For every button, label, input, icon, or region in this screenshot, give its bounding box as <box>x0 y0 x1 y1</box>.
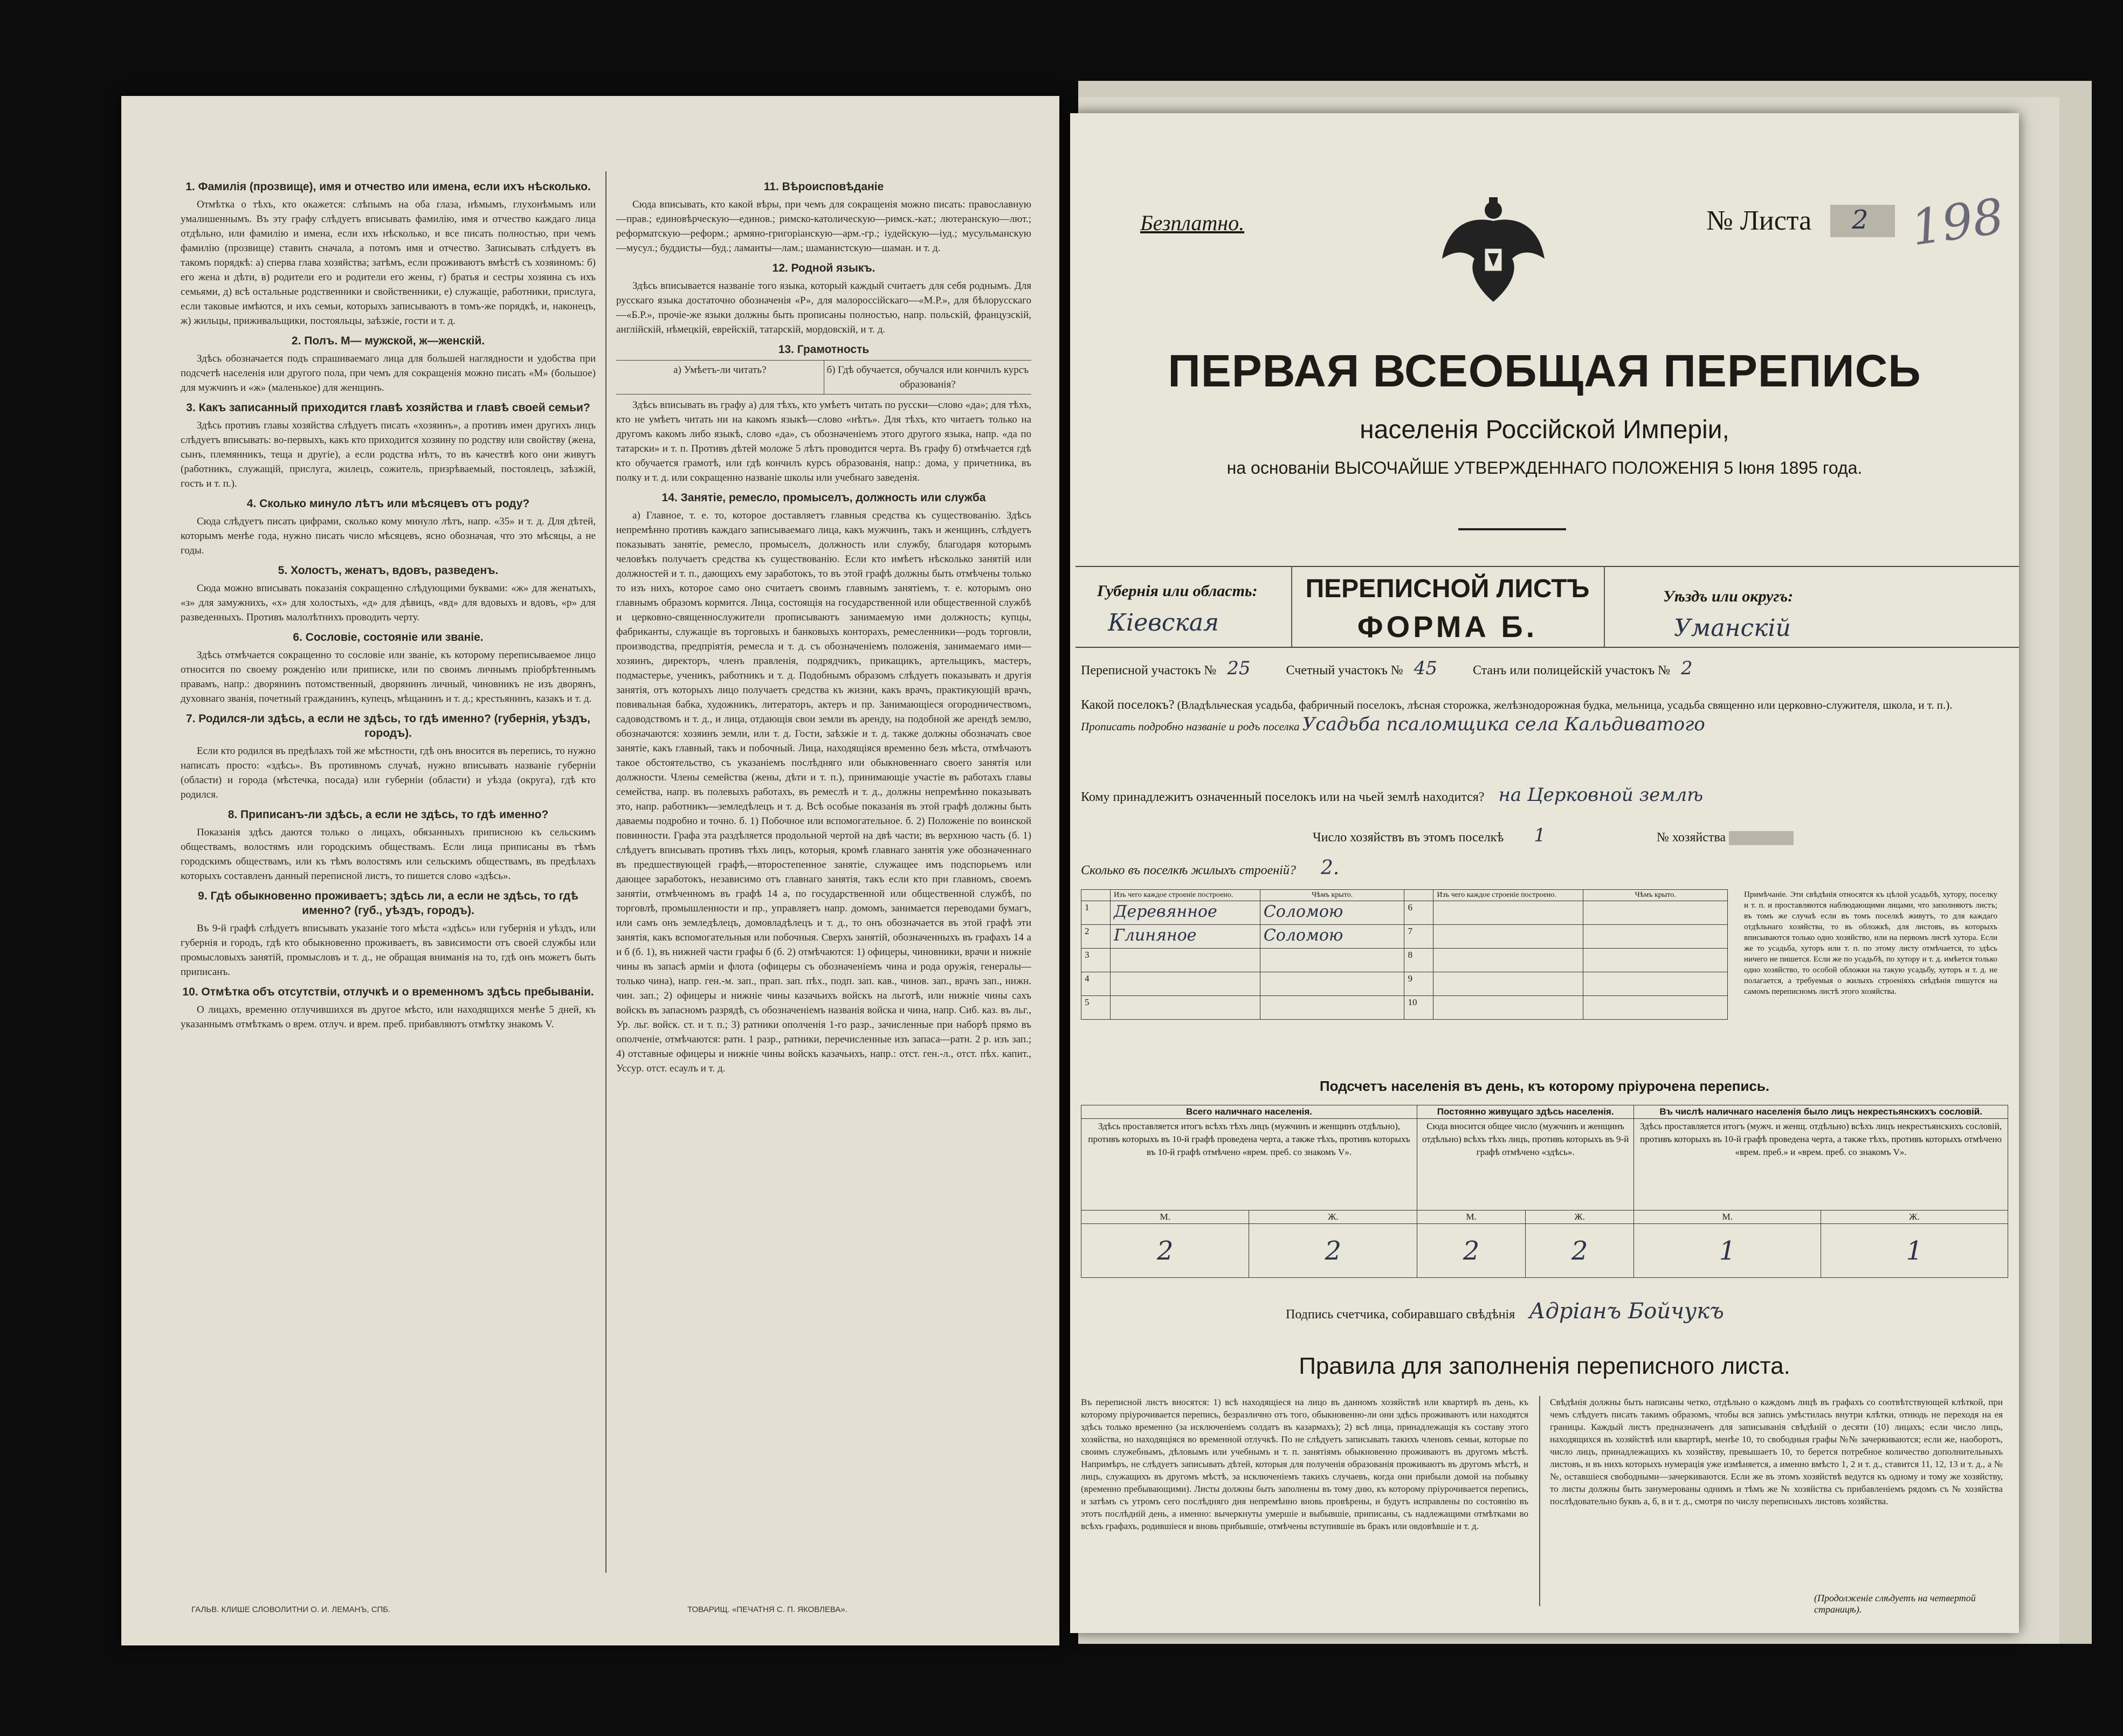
count-col-resident-text: Сюда вносится общее число (мужчинъ и женщинъ отдѣльно) всѣхъ тѣхъ лицъ, противъ которыхъ въ 9-й графѣ отмѣчено «здѣсь». <box>1417 1119 1634 1211</box>
title-rule <box>1458 528 1566 530</box>
form-subtitle: ФОРМА Б. <box>1357 610 1538 644</box>
household-number-box <box>1729 831 1794 845</box>
document-basis: на основаніи ВЫСОЧАЙШЕ УТВЕРЖДЕННАГО ПОЛОЖЕНІЯ 5 Іюня 1895 года. <box>1226 458 1863 478</box>
left-page <box>121 96 1059 1645</box>
census-district-value: 25 <box>1227 658 1251 679</box>
section-heading: 7. Родился-ли здѣсь, а если не здѣсь, то гдѣ именно? (губернія, уѣздъ, городъ). <box>185 713 591 739</box>
province-label: Губернія или область: <box>1097 582 1258 600</box>
settlement-prompt: Прописать подробно названіе и родъ поселка <box>1081 720 1300 733</box>
roof-cell: Соломою <box>1260 901 1404 925</box>
households-value: 1 <box>1534 825 1546 846</box>
households-row <box>1313 825 1794 846</box>
rules-title: Правила для заполненія переписного листа. <box>1299 1353 1790 1379</box>
section-heading: 9. Гдѣ обыкновенно проживаетъ; здѣсь ли, а если не здѣсь, то гдѣ именно? (губ., уѣздъ, городъ). <box>198 890 578 917</box>
count-cell: 2 <box>1081 1224 1249 1278</box>
section-body: О лицахъ, временно отлучившихся въ другое мѣсто, или находящихся менѣе 5 дней, къ указаннымъ отмѣткамъ о врем. отлуч. и врем. преб. прибавляютъ отмѣтку знакомъ V. <box>181 1004 596 1030</box>
owner-value: на Церковной землѣ <box>1498 784 1704 806</box>
population-count-table <box>1081 1105 2008 1278</box>
section-body: Показанія здѣсь даются только о лицахъ, обязанныхъ приписною къ сельскимъ обществамъ, волостямъ или городскимъ обществамъ. Если лица приписаны въ тѣмъ городскимъ обществамъ, или къ тѣмъ волостямъ или сельскимъ обществамъ, въ предѣлахъ которыхъ составленъ данный переписной листъ, то пишется слово «здѣсь». <box>181 827 596 882</box>
column-divider <box>1539 1396 1540 1606</box>
section-heading: 2. Полъ. М— мужской, ж—женскій. <box>291 335 485 347</box>
province-value: Кіевская <box>1108 609 1219 637</box>
section-body: Сюда слѣдуетъ писать цифрами, сколько кому минуло лѣтъ, напр. «35» и т. д. Для дѣтей, которымъ менѣе года, нужно писать число мѣсяцевъ, ясно обозначая, что это мѣсяцы, а не годы. <box>181 516 596 556</box>
section-heading: 11. Вѣроисповѣданіе <box>763 181 884 193</box>
section-body: Сюда можно вписывать показанія сокращенно слѣдующими буквами: «ж» для женатыхъ, «з» для замужнихъ, «х» для холостыхъ, «д» для дѣвицъ, «вд» для вдовыхъ и вдовъ, «р» для разведенныхъ. Противъ малолѣтнихъ проводить черту. <box>181 583 596 623</box>
section-heading: 4. Сколько минуло лѣтъ или мѣсяцевъ отъ роду? <box>246 497 530 510</box>
left-column-2 <box>616 174 1031 1575</box>
counting-district-label: Счетный участокъ № <box>1286 663 1403 677</box>
signature-value: Адріанъ Бойчукъ <box>1529 1299 1724 1324</box>
literacy-body: Здѣсь вписывать въ графу а) для тѣхъ, кто умѣетъ читать по русски—слово «да»; для тѣхъ, кто не умѣетъ читать ни на какомъ языкѣ—слово «нѣтъ». Для тѣхъ, кто читаетъ только на другомъ какомъ либо языкѣ, слово «да», съ обозначеніемъ этого другого языка, напр. «да по татарски» и т. п. Противъ дѣтей моложе 5 лѣтъ проводится черта. Въ графу б) отмѣчается гдѣ кто обучается грамотѣ, или гдѣ кончилъ курсъ образованія, напр.: дома, у причетника, въ полку и т. д. или сокращенно названіе школы или учебнаго заведенія. <box>616 399 1031 483</box>
row-number: 7 <box>1404 925 1433 949</box>
free-label: Безплатно. <box>1140 211 1245 235</box>
row-number: 6 <box>1404 901 1433 925</box>
signature-label: Подпись счетчика, собиравшаго свѣдѣнія <box>1286 1308 1515 1322</box>
section-heading: 6. Сословіе, состояніе или званіе. <box>293 631 484 644</box>
table-row <box>1081 949 1728 972</box>
footer-left: ГАЛЬВ. КЛИШЕ СЛОВОЛИТНИ О. И. ЛЕМАНЪ, СПБ. <box>191 1605 391 1614</box>
row-number: 4 <box>1081 972 1111 996</box>
section-body: Если кто родился въ предѣлахъ той же мѣстности, гдѣ онъ вносится въ перепись, то нужно написать просто: «здѣсь». Въ противномъ случаѣ, нужно вписывать названіе губерніи (области) и города (мѣстечка, посада) или губерніи (области) и уѣзда (округа), гдѣ кто родился. <box>181 745 596 800</box>
buildings-note: Примѣчаніе. Эти свѣдѣнія относятся къ цѣлой усадьбѣ, хутору, поселку и т. п. и проставляются наблюдающими лицами, что заполняютъ листъ; въ томъ же случаѣ если въ томъ поселкѣ живутъ, то для каждаго отдѣльнаго хозяйства, то въ обложкѣ, для листовъ, въ которыхъ вписываются только одно хозяйство, или на первомъ листѣ хутора. Если же то усадьба, хуторъ или т. п. по этому листу отмѣчается, то здѣсь ничего не пишется. Если же по усадьбѣ, по хутору и т. д. имѣется только одно хозяйство, то особой обложки на такую усадьбу, хуторъ и т. д. не полагается, а требуемыя о жилыхъ строеніяхъ свѣдѣнія пишутся на самомъ переписномъ листѣ этого хозяйства. <box>1744 890 1997 996</box>
table-row <box>1081 996 1728 1020</box>
row-number: 3 <box>1081 949 1111 972</box>
sheet-number-value: 2 <box>1852 205 1869 235</box>
owner-label: Кому принадлежитъ означенный поселокъ или на чьей землѣ находится? <box>1081 790 1485 804</box>
buildings-col-roof: Чѣмъ крыто. <box>1260 890 1404 901</box>
district-value: Уманскій <box>1674 614 1791 642</box>
settlement-value: Усадьба псаломщика села Кальдиватого <box>1302 714 1705 735</box>
count-cell: 1 <box>1821 1224 2008 1278</box>
roof-cell: Соломою <box>1260 925 1404 949</box>
counting-district-value: 45 <box>1414 658 1437 679</box>
census-district-row <box>1081 658 1693 679</box>
row-number: 9 <box>1404 972 1433 996</box>
section-heading: 8. Приписанъ-ли здѣсь, а если не здѣсь, то гдѣ именно? <box>228 808 549 821</box>
buildings-col-material: Изъ чего каждое строеніе построено. <box>1110 890 1260 901</box>
document-title: ПЕРВАЯ ВСЕОБЩАЯ ПЕРЕПИСЬ <box>1168 345 1921 396</box>
header-divider <box>1604 566 1605 647</box>
owner-row <box>1081 784 1703 806</box>
row-number: 1 <box>1081 901 1111 925</box>
count-cell: 2 <box>1526 1224 1634 1278</box>
double-headed-eagle-icon <box>1437 194 1550 313</box>
table-row <box>1081 925 1728 949</box>
section-heading: 12. Родной языкъ. <box>772 262 876 274</box>
row-number: 2 <box>1081 925 1111 949</box>
male-label: М. <box>1417 1211 1526 1224</box>
header-rule <box>1076 566 2019 567</box>
section-heading: 1. Фамилія (прозвище), имя и отчество или имена, если ихъ нѣсколько. <box>185 181 591 193</box>
section-body: а) Главное, т. е. то, которое доставляетъ главныя средства къ существованію. Здѣсь непремѣнно противъ каждаго записываемаго лица, какъ мужчинъ, такъ и женщинъ, слѣдуетъ показывать занятіе, ремесло, промыселъ, должность или службу, благодаря которымъ человѣкъ получаетъ средства къ существованію. Если кто имѣетъ нѣсколько занятій или должностей и т. п., дающихъ ему заработокъ, то въ этой графѣ должны быть отмѣчены только то изъ нихъ, которое само оно считаетъ своимъ главнымъ занятіемъ, т. е. которымъ оно главнымъ образомъ кормится. Лица, состоящія на государственной или общественной службѣ и церковно-священнослужители прописываютъ занимаемую ими должность; купцы, фабриканты, служащіе въ торговыхъ и банковыхъ конторахъ, ремесленники—родъ торговли, производства, предпріятія, ремесла и т. д. съ обозначеніемъ положенія, занимаемаго ими—хозяинъ, директоръ, членъ правленія, подрядчикъ, прикащикъ, артельщикъ, мастеръ, подмастерье, ученикъ, работникъ и т. д. Подобнымъ образомъ слѣдуетъ показывать и другія занятія, отъ которыхъ лицо получаетъ средства къ жизни, какъ врачъ, практикующій врачъ, повивальная бабка, художникъ, литераторъ, актеръ и пр. Занимающіеся огородничествомъ, садоводствомъ и т. д., и лица, отдающія свои земли въ аренду, на подобной же арендѣ землю, обозначаются: хозяинъ земли, или т. д. Гости, заѣзжіе и т. д. также должны обозначать свое занятіе, какъ главный, такъ и побочный. Лица, находящіяся временно безъ мѣста, отмѣчаютъ такое обстоятельство, съ указаніемъ послѣдняго или обыкновеннаго своего занятія или должности. Члены семейства (жены, дѣти и т. п.), принимающіе участіе въ работахъ главы семейства, напр. въ полевыхъ работахъ, въ ремеслѣ и т. д., должны непремѣнно показывать это, напр. работникъ—земледѣлецъ и т. д. Всѣ особые показанія въ этой графѣ должны быть даваемы подробно и точно. б. 1) Побочное или вспомогательное. б. 2) Положеніе по воинской повинности. Графа эта раздѣляется продольной чертой на двѣ части; въ верхнюю часть (б. 1) слѣдуетъ вписывать противъ тѣхъ лицъ, которыя, кромѣ главнаго занятія уже обозначеннаго въ предшествующей графѣ,—второстепенное занятіе, служащее имъ подспорьемъ или дающее заработокъ, независимо отъ главнаго занятія, такъ если кто при главномъ, своемъ занятіи, отмѣченномъ въ графѣ 14 а, по государственной или общественной службѣ, по торговлѣ, промышленности и пр., управляетъ напр. домомъ, занимается переводами бумагъ, или самъ онъ земледѣлецъ, домовладѣлецъ и т. д., то онъ обозначается въ этой графѣ эти занятія, какъ вспомогательныя или побочныя. Сверхъ занятій, обозначенныхъ въ графахъ 14 а и б (б. 1), въ нижней части графы б (б. 2) отмѣчаются: 1) офицеры, чиновники, врачи и нижніе чины въ запасѣ арміи и флота (офицеры съ обозначеніемъ чина и рода оружія, генералы—только чина), напр. ген.-м. зап., прап. зап. пѣх., подп. зап. кав., чинов. зап., врачъ зап., нижн. чин. зап.; 2) офицеры и нижніе чины казачьихъ войскъ на льготѣ, или нижніе чины сахъ войскъ въ запасномъ разрядѣ, съ обозначеніемъ названія войска и чина, напр. Сиб. каз. въ льг., Ур. льг. войск. ст. и т. п.; 3) ратники ополченія 1-го разр., зачисленные при наборѣ прямо въ ополченіе, отмѣчаются: ратн. 1 разр., ратники, перечисленные изъ запаса—ратн. 2 р. изъ зап.; 4) отставные офицеры и нижніе чины войскъ казачьихъ, напр.: отст. ген.-л., отст. пѣх. капит., Уссур. отст. есаулъ и т. д. <box>616 510 1031 1074</box>
table-row <box>1081 972 1728 996</box>
female-label: Ж. <box>1249 1211 1417 1224</box>
female-label: Ж. <box>1526 1211 1634 1224</box>
census-district-label: Переписной участокъ № <box>1081 663 1217 677</box>
material-cell: Глиняное <box>1110 925 1260 949</box>
district-label: Уѣздъ или округъ: <box>1663 587 1794 605</box>
margin-number: 198 <box>1907 188 2008 257</box>
count-title: Подсчетъ населенія въ день, къ которому пріурочена перепись. <box>1319 1078 1770 1094</box>
households-label: Число хозяйствъ въ этомъ поселкѣ <box>1313 831 1504 845</box>
section-heading: 5. Холостъ, женатъ, вдовъ, разведенъ. <box>278 564 499 577</box>
police-district-label: Станъ или полицейскій участокъ № <box>1472 663 1671 677</box>
section-body: Здѣсь обозначается подъ спрашиваемаго лица для большей наглядности и удобства при подсчетѣ населенія или другого пола, при чемъ для сокращенія можно писать «М» (большое) для мужчинъ и «ж» (маленькое) для женщинъ. <box>181 353 596 393</box>
household-number-label: № хозяйства <box>1656 831 1726 845</box>
male-label: М. <box>1634 1211 1821 1224</box>
male-label: М. <box>1081 1211 1249 1224</box>
header-divider <box>1291 566 1292 647</box>
document-subtitle: населенія Россійской Имперіи, <box>1360 416 1729 444</box>
count-col-resident: Постоянно живущаго здѣсь населенія. <box>1417 1105 1634 1119</box>
section-heading: 10. Отмѣтка объ отсутствіи, отлучкѣ и о временномъ здѣсь пребываніи. <box>182 986 594 998</box>
rules-left: Въ переписной листъ вносятся: 1) всѣ находящіеся на лицо въ данномъ хозяйствѣ или квартирѣ въ день, къ которому пріурочивается перепись, безразлично отъ того, обыкновенно-ли они здѣсь проживаютъ или находятся здѣсь только временно (за исключеніемъ солдатъ въ казармахъ); 2) всѣ лица, принадлежащія къ составу этого хозяйства, но находящіяся во временной отлучкѣ. По не слѣдуетъ записывать такихъ членовъ семьи, которые по своимъ служебнымъ, дѣловымъ или учебнымъ и т. п. занятіямъ обыкновенно проживаютъ въ другомъ мѣстѣ. Напримѣръ, не слѣдуетъ записывать дѣтей, которыя для полученія образованія проживаютъ въ другомъ мѣстѣ, и лицъ, служащихъ въ другомъ мѣстѣ, за исключеніемъ такихъ случаевъ, когда они прибыли домой на побывку (временно пребывающими). Листы должны быть заполнены въ тому дню, къ которому пріурочивается перепись, и затѣмъ съ утромъ сего послѣдняго дня непремѣнно вновь провѣрены, и будутъ исправлены по состоянію въ этотъ послѣдній день, а именно: вычеркнуты умершіе и выбывшіе, приписаны, съ надлежащими отмѣтками во всѣхъ графахъ, родившіеся и вновь прибывшіе, отмѣчены вступившіе въ бракъ или овдовѣвшіе и т. д. <box>1081 1397 1528 1531</box>
buildings-value: 2. <box>1320 857 1340 879</box>
count-cell: 2 <box>1417 1224 1526 1278</box>
continued-note: (Продолженіе слѣдуетъ на четвертой страницѣ). <box>1814 1593 1976 1615</box>
section-body: Отмѣтка о тѣхъ, кто окажется: слѣпымъ на оба глаза, нѣмымъ, глухонѣмымъ или умалишеннымъ. Въ эту графу слѣдуетъ вписывать фамилію, имя и отчество каждаго лица отдѣльно, или фамилію и имена, если ихъ нѣсколько, и все писать полностью, при чемъ фамилію (прозвище) ставить сначала, а потомъ имя и отчество. Записывать слѣдуетъ въ такомъ порядкѣ: а) сперва глава хозяйства; затѣмъ, если проживаютъ вмѣстѣ съ хозяиномъ: б) его жена и дѣти, в) родители его и родители его жены, г) братья и сестры хозяина съ ихъ семьями, д) всѣ остальные родственники и свойственники, е) служащіе, работники, прислуга, если таковые имѣются, и ихъ семьи, которыхъ записываютъ в томъ-же порядкѣ, и, наконецъ, ж) жильцы, приживальщики, постояльцы, заѣзжіе, гости и т. д. <box>181 199 596 327</box>
sheet-number-box <box>1830 205 1895 237</box>
signature-row <box>1286 1299 1724 1324</box>
settlement-row <box>1081 695 2008 736</box>
section-heading: 3. Какъ записанный приходится главѣ хозяйства и главѣ своей семьи? <box>186 402 590 414</box>
material-cell: Деревянное <box>1110 901 1260 925</box>
rules-right: Свѣдѣнія должны быть написаны четко, отдѣльно о каждомъ лицѣ въ графахъ со соотвѣтствующей клѣткой, при чемъ слѣдуетъ писать такимъ образомъ, чтобы вся запись умѣстилась внутри клѣтки, отнюдь не переходя на ея границы. Каждый листъ предназначенъ для записыванія свѣдѣній о десяти (10) лицахъ; если число лицъ, находящихся въ хозяйствѣ или квартирѣ, менѣе 10, то свободныя графы №№ зачеркиваются; если же, наоборотъ, число лицъ, принадлежащихъ къ хозяйству, превышаетъ 10, то берется потребное количество дополнительныхъ листовъ, и въ нихъ которыхъ нумерація уже измѣняется, а именно вмѣсто 1, 2 и т. д., ставится 11, 12, 13 и т. д., а №№, оставшіеся свободными—зачеркиваются. Если же въ этомъ хозяйствѣ ведутся къ одному и тому же хозяйству, то листы должны быть занумерованы однимъ и тѣмъ же № хозяйства съ прибавленіемъ рядомъ съ № хозяйства послѣдовательно буквъ а, б, в и т. д., смотря по числу переписныхъ листовъ хозяйства. <box>1550 1397 2003 1506</box>
row-number: 5 <box>1081 996 1111 1020</box>
settlement-hint: (Владѣльческая усадьба, фабричный поселокъ, лѣсная сторожка, желѣзнодорожная будка, мельница, усадьба священно или церковно-служителя, школа, и т. п.). <box>1177 698 1953 711</box>
buildings-row <box>1081 857 1339 879</box>
settlement-label: Какой поселокъ? <box>1081 698 1175 712</box>
section-body: Сюда вписывать, кто какой вѣры, при чемъ для сокращенія можно писать: православную—прав.; единовѣрческую—единов.; римско-католическую—римск.-кат.; лютеранскую—лют.; реформатскую—реформ.; армяно-григоріанскую—арм.-гр.; іудейскую—іуд.; мусульманскую—мусул.; буддисты—буд.; ламаиты—лам.; шаманистскую—шаман. и т. д. <box>616 199 1031 254</box>
section-body: Здѣсь отмѣчается сокращенно то сословіе или званіе, къ которому переписываемое лицо относится по своему рожденію или приписке, или по своимъ личнымъ пріобрѣтеннымъ правамъ, напр.: дворянинъ потомственный, дворянинъ личный, чиновникъ не изъ дворянъ, духовнаго званія, почетный гражданинъ, купецъ, мѣщанинъ и т. д.; крестьянинъ, казакъ и т. д. <box>181 649 596 704</box>
sheet-number-label: № Листа <box>1706 205 1812 236</box>
buildings-label: Сколько въ поселкѣ жилыхъ строеній? <box>1081 863 1296 877</box>
section-body: Здѣсь вписывается названіе того языка, который каждый считаетъ для себя роднымъ. Для русскаго языка достаточно обозначенія «Р», для малороссійскаго—«М.Р.», для бѣлорусскаго—«Б.Р.», прочіе-же языки должны быть прописаны полностью, напр. польскій, французскій, англійскій, нѣмецкій, еврейскій, татарскій, мордовскій, и т. д. <box>616 280 1031 335</box>
literacy-b-label: б) Гдѣ обучается, обучался или кончилъ курсъ образованія? <box>826 364 1029 390</box>
literacy-a-label: а) Умѣетъ-ли читать? <box>616 361 824 394</box>
section-body: Здѣсь противъ главы хозяйства слѣдуетъ писать «хозяинъ», а противъ имен другихъ лицъ слѣдуетъ вписывать: во-первыхъ, какъ кто приходится хозяину по родству или свойству (жена, сынъ, племянникъ, теща и другіе), а если родства нѣтъ, то въ качествѣ кого они живутъ (работникъ, служащій, прислуга, жилецъ, сожитель, призрѣваемый, постоялецъ, заѣзжій, гость и т. п.). <box>181 420 596 489</box>
count-col-present-text: Здѣсь проставляется итогъ всѣхъ тѣхъ лицъ (мужчинъ и женщинъ отдѣльно), противъ которыхъ въ 10-й графѣ проведена черта, а также тѣхъ, противъ которыхъ въ 10-й графѣ отмѣчено «врем. преб. со знакомъ V». <box>1081 1119 1417 1211</box>
left-column-1 <box>181 174 596 1575</box>
row-number: 8 <box>1404 949 1433 972</box>
count-cell: 2 <box>1249 1224 1417 1278</box>
section-heading: 13. Грамотность <box>778 343 870 356</box>
section-body: Въ 9-й графѣ слѣдуетъ вписывать указаніе того мѣста «здѣсь» или губернія и уѣздъ, или губернія и городъ, гдѣ кто обыкновенно проживаетъ, въ зависимости отъ своей службы или промысловыхъ занятій, промысловъ и т. д., не обращая вниманія на то, гдѣ онъ можетъ быть приписанъ. <box>181 923 596 978</box>
count-col-present: Всего наличнаго населенія. <box>1081 1105 1417 1119</box>
count-col-noncrest: Въ числѣ наличнаго населенія было лицъ некрестьянскихъ сословій. <box>1634 1105 2008 1119</box>
footer-right: ТОВАРИЩ. «ПЕЧАТНЯ С. П. ЯКОВЛЕВА». <box>687 1605 847 1614</box>
column-divider <box>605 171 606 1573</box>
buildings-table <box>1081 889 1728 1020</box>
count-col-noncrest-text: Здѣсь проставляется итогъ (мужч. и женщ. отдѣльно) всѣхъ лицъ некрестьянскихъ сословій, противъ которыхъ въ 10-й графѣ проведена черта, а также тѣхъ, противъ которыхъ отмѣчено «врем. преб.» и «врем. преб. со знакомъ V». <box>1634 1119 2008 1211</box>
female-label: Ж. <box>1821 1211 2008 1224</box>
row-number: 10 <box>1404 996 1433 1020</box>
header-rule <box>1076 647 2019 648</box>
section-heading: 14. Занятіе, ремесло, промыселъ, должность или служба <box>661 492 986 504</box>
table-row <box>1081 901 1728 925</box>
form-title: ПЕРЕПИСНОЙ ЛИСТЪ <box>1305 575 1590 603</box>
police-district-value: 2 <box>1681 658 1693 679</box>
count-cell: 1 <box>1634 1224 1821 1278</box>
right-page <box>1070 113 2019 1633</box>
buildings-col-material: Изъ чего каждое строеніе построено. <box>1433 890 1583 901</box>
buildings-col-roof: Чѣмъ крыто. <box>1583 890 1728 901</box>
